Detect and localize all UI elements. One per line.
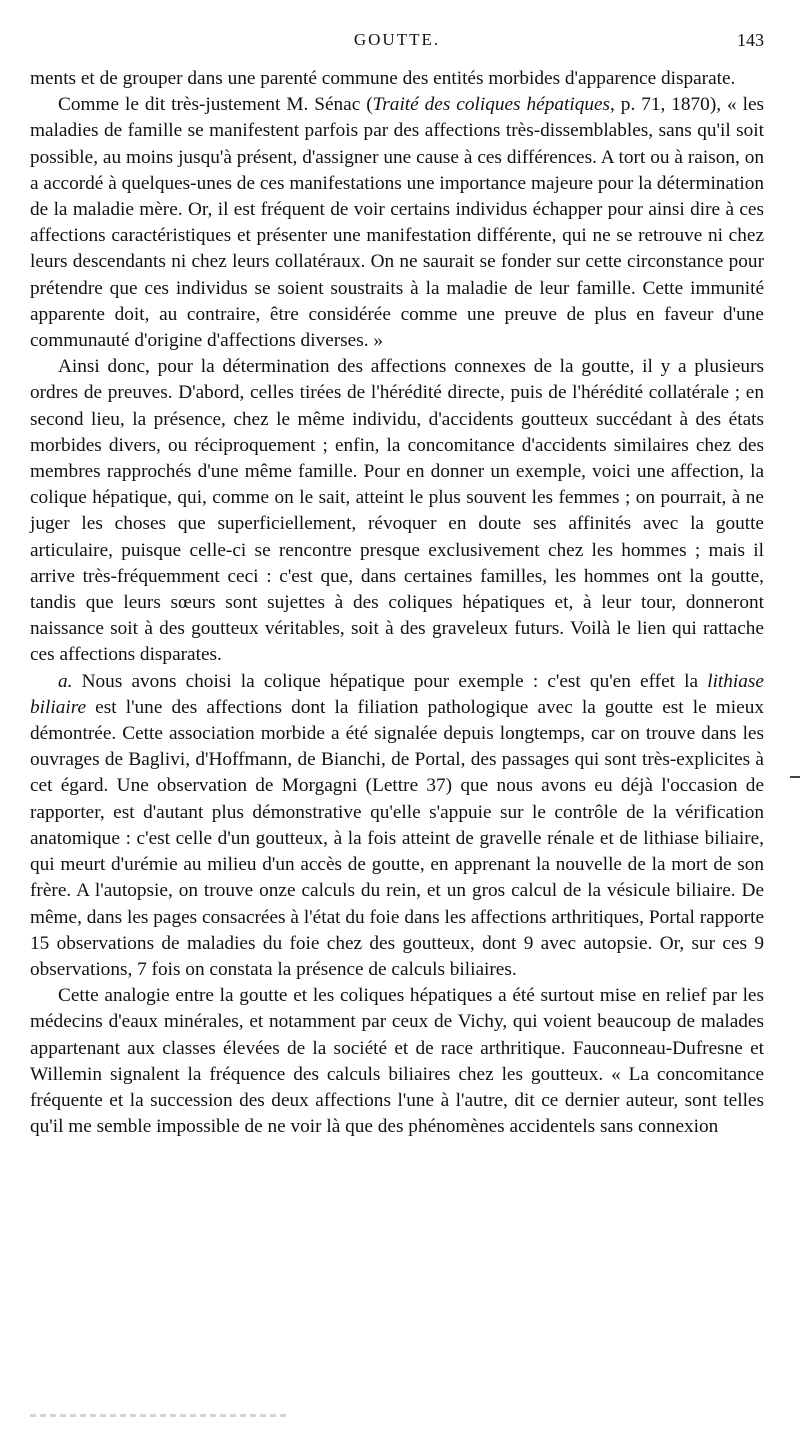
paragraph-text: Nous avons choisi la colique hépatique pour exemple : c'est qu'en effet la xyxy=(72,670,708,692)
paragraph-continuation: ments et de grouper dans une parenté commune des entités morbides d'apparence disparate. xyxy=(30,68,736,89)
italic-term: lithiase biliaire xyxy=(30,670,764,718)
paragraph-text: est l'une des affections dont la filiation pathologique avec la goutte est le mieux démontrée. Cette association morbide a été signalée depuis longtemps, car on trouve dans les ouvrages de Baglivi, d'Hoffmann, de Bianchi, de Portal, des passages qui sont très-explicites à cet égard. Une observation de Morgagni (Lettre 37) que nous avons eu déjà l'occasion de rapporter, est d'autant plus démonstrative qu'elle s'appuie sur le contrôle de la vérification anatomique : c'est celle d'un goutteux, à la fois atteint de gravelle rénale et de lithiase biliaire, qui meurt d'urémie au milieu d'un accès de goutte, en apprenant la nouvelle de la mort de son frère. A l'autopsie, on trouve onze calculs du rein, et un gros calcul de la vésicule biliaire. De même, dans les pages consacrées à l'état du foie dans les affections arthritiques, Portal rapporte 15 observations de maladies du foie chez des goutteux, dont 9 avec autopsie. Or, sur ces 9 observations, 7 fois on constata la présence de calculs biliaires. xyxy=(30,696,764,980)
paragraph-senac-quote xyxy=(30,92,764,354)
section-letter: a. xyxy=(58,670,73,692)
body-text xyxy=(30,66,764,1140)
cited-title: Traité des coliques hépatiques xyxy=(372,94,611,116)
print-smudge xyxy=(30,1414,290,1417)
running-head xyxy=(30,30,764,58)
margin-mark xyxy=(790,776,800,778)
running-title: GOUTTE. xyxy=(353,30,441,49)
page-number: 143 xyxy=(737,30,764,50)
paragraph-proofs: Ainsi donc, pour la détermination des affections connexes de la goutte, il y a plusieurs ordres de preuves. D'abord, celles tirées de l'hérédité directe, puis de l'hérédité collatérale ; en second lieu, la présence, chez le même individu, d'accidents goutteux succédant à des états morbides divers, ou réciproquement ; enfin, la concomitance d'accidents similaires chez des membres rapprochés d'une même famille. Pour en donner un exemple, voici une affection, la colique hépatique, qui, comme on le sait, atteint le plus souvent les femmes ; on pourrait, à ne juger les choses que superficiellement, révoquer en doute ses affinités avec la goutte articulaire, puisque celle-ci se rencontre presque exclusivement chez les hommes ; mais il arrive très-fréquemment ceci : c'est que, dans certaines familles, les hommes ont la goutte, tandis que leurs sœurs sont sujettes à des coliques hépatiques et, à leur tour, donneront naissance soit à des goutteux véritables, soit à des graveleux futurs. Voilà le lien qui rattache ces affections disparates. xyxy=(30,356,764,666)
paragraph-text: Comme le dit très-justement M. Sénac ( xyxy=(58,94,373,116)
paragraph-lithiase xyxy=(30,669,764,983)
paragraph-vichy: Cette analogie entre la goutte et les coliques hépatiques a été surtout mise en relief par les médecins d'eaux minérales, et notamment par ceux de Vichy, qui voient beaucoup de malades appartenant aux classes élevées de la société et de race arthritique. Fauconneau-Dufresne et Willemin signalent la fréquence des calculs biliaires chez les goutteux. « La concomitance fréquente et la succession des deux affections l'une à l'autre, dit ce dernier auteur, sont telles qu'il me semble impossible de ne voir là que des phénomènes accidentels sans connexion xyxy=(30,985,764,1138)
paragraph-text: , p. 71, 1870), « les maladies de famille se manifestent parfois par des affections très-dissemblables, sans qu'il soit possible, au moins jusqu'à présent, d'assigner une cause à ces différences. A tort ou à raison, on a accordé à quelques-unes de ces manifestations une importance majeure pour la détermination de la maladie mère. Or, il est fréquent de voir certains individus échapper pour ainsi dire à ces affections caractéristiques et présenter une manifestation différente, qui ne se retrouve ni chez leurs descendants ni chez leurs collatéraux. On ne saurait se fonder sur cette circonstance pour prétendre que ces individus se soient soustraits à la maladie de leur famille. Cette immunité apparente doit, au contraire, être considérée comme une preuve de plus en faveur d'une communauté d'origine d'affections diverses. » xyxy=(30,94,765,352)
